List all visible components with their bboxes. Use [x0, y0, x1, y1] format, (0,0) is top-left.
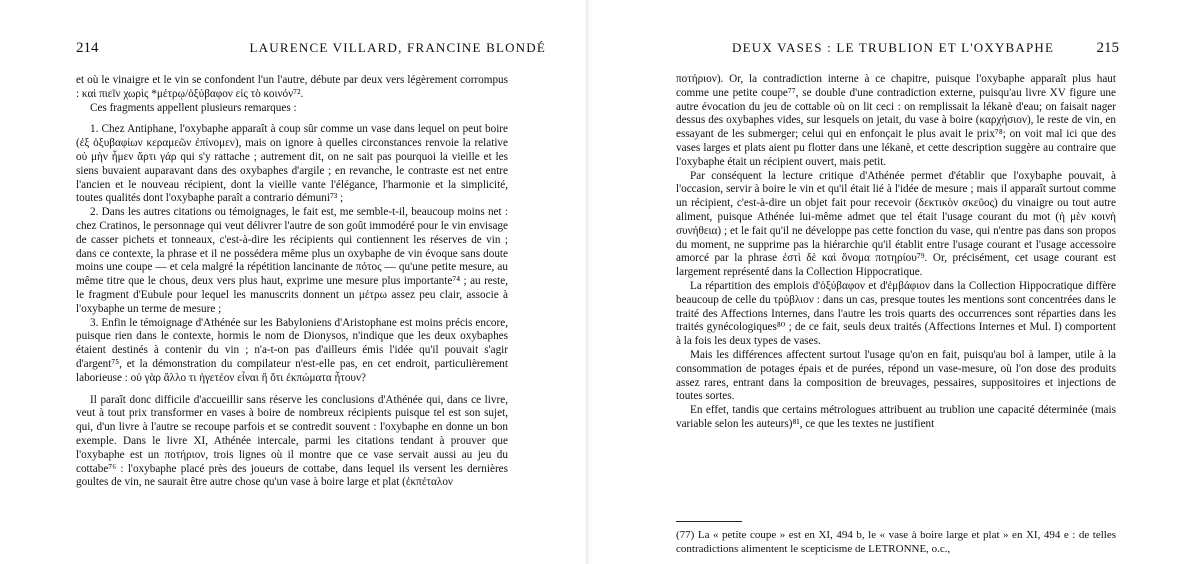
paragraph: La répartition des emplois d'ὀξύβαφον et d'ἐμβάφιον dans la Collection Hippocratique diffère beaucoup de celle du τρύβλιον : dans un cas, presque toutes les mentions sont concentrées dans le traité des Affections Internes, dans l'autre les trois quarts des occurrences sont réparties dans les traités gynécologiques⁸⁰ ; de ce fait, seuls deux traités (Affections Internes et Mul. I) comportent à la fois les deux types de vases.	[676, 279, 1116, 348]
footnote-divider	[676, 521, 742, 522]
right-page-header	[732, 40, 1119, 57]
paragraph: Ces fragments appellent plusieurs remarques :	[90, 101, 297, 114]
paragraph: En effet, tandis que certains métrologues attribuent au trublion une capacité déterminée (mais variable selon les auteurs)⁸¹, ce que les textes ne justifient	[676, 404, 1116, 430]
right-page-body	[676, 73, 1116, 432]
left-page-header	[76, 40, 546, 57]
page-number: 215	[1096, 40, 1119, 56]
paragraph: 3. Enfin le témoignage d'Athénée sur les Babyloniens d'Aristophane est moins précis encore, puisque rien dans le contexte, hormis le nom de Dionysos, n'indique que les deux oxybaphes étaient destinés à contenir du vin ; n'a-t-on pas d'ailleurs émis l'idée qu'il pouvait s'agir d'argent⁷⁵, et la démonstration du compilateur n'est-elle pas, en cet endroit, particulièrement laborieuse : οὐ γὰρ ἄλλο τι ἡγετέον εἶναι ἢ ὅτι ἐκπώματα ἦτουν?	[76, 316, 508, 384]
running-head: LAURENCE VILLARD, FRANCINE BLONDÉ	[249, 40, 546, 55]
paragraph: Mais les différences affectent surtout l'usage qu'on en fait, puisqu'au bol à lamper, utile à la consommation de potages épais et de purées, répond un vase-mesure, où l'on dose des produits assez rares, entrant dans la composition de breuvages, pessaires, suppositoires et injections de toutes sortes.	[676, 348, 1116, 403]
left-page	[0, 0, 586, 564]
running-head: DEUX VASES : LE TRUBLION ET L'OXYBAPHE	[732, 40, 1055, 55]
left-page-body	[76, 74, 508, 490]
paragraph: 1. Chez Antiphane, l'oxybaphe apparaît à coup sûr comme un vase dans lequel on peut boire (ἐξ ὀξυβαφίων κεραμεῶν ἐπίνομεν), mais on ignore à quelles circonstances renvoie la relative οὐ μὴν ἦμεν ἄρτι γάρ qui s'y rattache ; autrement dit, on ne sait pas pourquoi la vieille et les siens buvaient auparavant dans des oxybaphes d'argile ; en revanche, le contraste est net entre l'ancien et le nouveau récipient, dont la vieille vante l'élégance, l'harmonie et la simplicité, toutes qualités dont l'oxybaphe paraît a contrario démuni⁷³ ;	[76, 123, 508, 205]
paragraph: 2. Dans les autres citations ou témoignages, le fait est, me semble-t-il, beaucoup moins net : chez Cratinos, le personnage qui veut délivrer l'autre de son goût immodéré pour le vin envisage de casser pichets et tonneaux, c'est-à-dire les récipients qui contiennent les réserves de vin ; dans ce contexte, la phrase et il ne possédera même plus un oxybaphe de vin évoque sans doute moins une coupe — et cela malgré la répétition lancinante de πότος — qu'une petite mesure, au même titre que le chous, deux vers plus haut, exprime une mesure plus importante⁷⁴ ; au reste, le fragment d'Eubule pour lequel les manuscrits donnent un μέτρω assez peu clair, associe à l'oxybaphe un terme de mesure ;	[76, 206, 508, 315]
page-number: 214	[76, 40, 99, 56]
paragraph: Par conséquent la lecture critique d'Athénée permet d'établir que l'oxybaphe pouvait, à l'occasion, servir à boire le vin et qu'il était lié à l'idée de mesure ; mais il apparaît surtout comme un récipient, c'est-à-dire un objet fait pour recevoir (δεκτικὸν σκεῦος) du vinaigre ou tout autre aliment, puisque Athénée lui-même admet que tel était l'usage courant du mot (ἡ μὲν κοινὴ συνήθεια) ; et le fait qu'il ne développe pas cette fonction du vase, qui n'entre pas dans son propos du moment, ne supprime pas la hiérarchie qu'il établit entre l'usage courant et l'usage accessoire amorcé par la phrase ἐστὶ δὲ καὶ ὄνομα ποτηρίου⁷⁹. Or, précisément, cet usage courant est largement représenté dans la Collection Hippocratique.	[676, 169, 1116, 279]
paragraph: ποτήριον). Or, la contradiction interne à ce chapitre, puisque l'oxybaphe apparaît plus haut comme une petite coupe⁷⁷, se double d'une contradiction externe, puisqu'au livre XV figure une autre évocation du jeu de cottable où on lit ceci : on remplissait la lékanè d'eau; on faisait nager dessus des oxybaphes vides, sur lesquels on jetait, du vase à boire (καρχήσιον), le reste de vin, en essayant de les submerger; celui qui en enfonçait le plus avait le prix⁷⁸; on voit mal ici que des vases larges et plats aient pu flotter dans une lékanè, et cette description suggère au contraire que l'oxybaphe était un récipient ouvert, mais petit.	[676, 73, 1116, 168]
paragraph: et où le vinaigre et le vin se confondent l'un l'autre, débute par deux vers légèrement corrompus : καὶ πιεῖν χωρὶς *μέτρῳ/ὀξύβαφον εἰς τὸ κοινόν⁷².	[76, 74, 508, 100]
paragraph: Il paraît donc difficile d'accueillir sans réserve les conclusions d'Athénée qui, dans ce livre, veut à tout prix transformer en vases à boire de nombreux récipients puisque tel est son sujet, qui, d'un livre à l'autre se recoupe parfois et se contredit souvent : l'oxybaphe en donne un bon exemple. Dans le livre XI, Athénée intercale, parmi les citations tendant à prouver que l'oxybaphe est un ποτήριον, trois lignes où il montre que ce vase servait aussi au jeu du cottabe⁷⁶ : l'oxybaphe placé près des joueurs de cottabe, dans lequel ils versent les dernières goultes de vin, ne saurait être autre chose qu'un vase à boire large et plat (ἐκπέταλον	[76, 393, 508, 489]
footnote: (77) La « petite coupe » est en XI, 494 b, le « vase à boire large et plat » en XI, 494 e : de telles contradictions alimentent le scepticisme de LETRONNE, o.c.,	[676, 529, 1116, 555]
right-page	[592, 0, 1183, 564]
